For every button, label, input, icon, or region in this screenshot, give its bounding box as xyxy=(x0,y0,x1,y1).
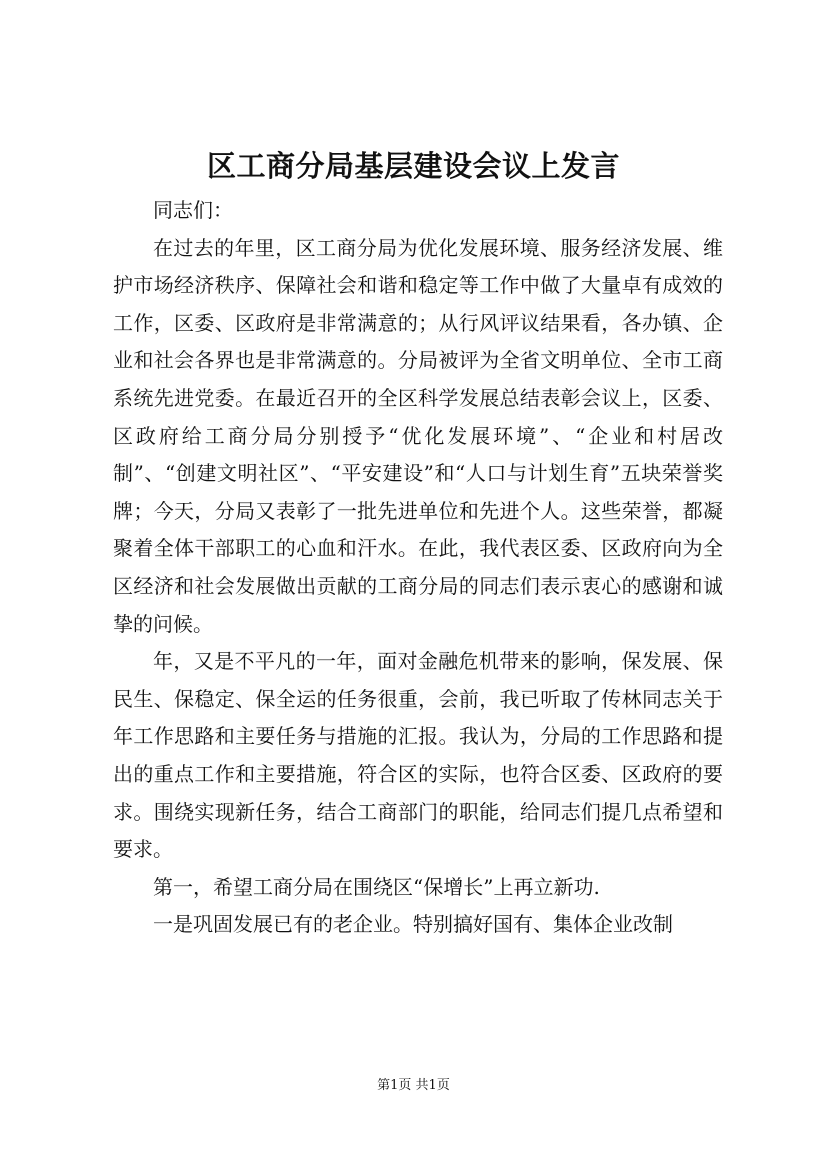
paragraph-4: 一是巩固发展已有的老企业。特别搞好国有、集体企业改制 xyxy=(153,912,673,937)
document-body xyxy=(113,192,723,944)
document-title: 区工商分局基层建设会议上发言 xyxy=(206,149,620,183)
paragraph-3: 第一，希望工商分局在围绕区“保增长”上再立新功. xyxy=(153,874,600,899)
paragraph-salutation: 同志们： xyxy=(153,198,233,222)
page-number-footer: 第1页 共1页 xyxy=(377,1078,450,1093)
paragraph-1: 在过去的年里，区工商分局为优化发展环境、服务经济发展、维护市场经济秩序、保障社会和谐和稳定等工作中做了大量卓有成效的工作，区委、区政府是非常满意的；从行风评议结果看，各办镇、企业和社会各界也是非常满意的。分局被评为全省文明单位、全市工商系统先进党委。在最近召开的全区科学发展总结表彰会议上，区委、区政府给工商分局分别授予“优化发展环境”、“企业和村居改制”、“创建文明社区”、“平安建设”和“人口与计划生育”五块荣誉奖牌；今天，分局又表彰了一批先进单位和先进个人。这些荣誉，都凝聚着全体干部职工的心血和汗水。在此，我代表区委、区政府向为全区经济和社会发展做出贡献的工商分局的同志们表示衷心的感谢和诚挚的问候。 xyxy=(113,235,723,636)
paragraph-2: 年，又是不平凡的一年，面对金融危机带来的影响，保发展、保民生、保稳定、保全运的任务很重，会前，我已听取了传林同志关于年工作思路和主要任务与措施的汇报。我认为，分局的工作思路和提出的重点工作和主要措施，符合区的实际，也符合区委、区政府的要求。围绕实现新任务，结合工商部门的职能，给同志们提几点希望和要求。 xyxy=(113,649,723,862)
